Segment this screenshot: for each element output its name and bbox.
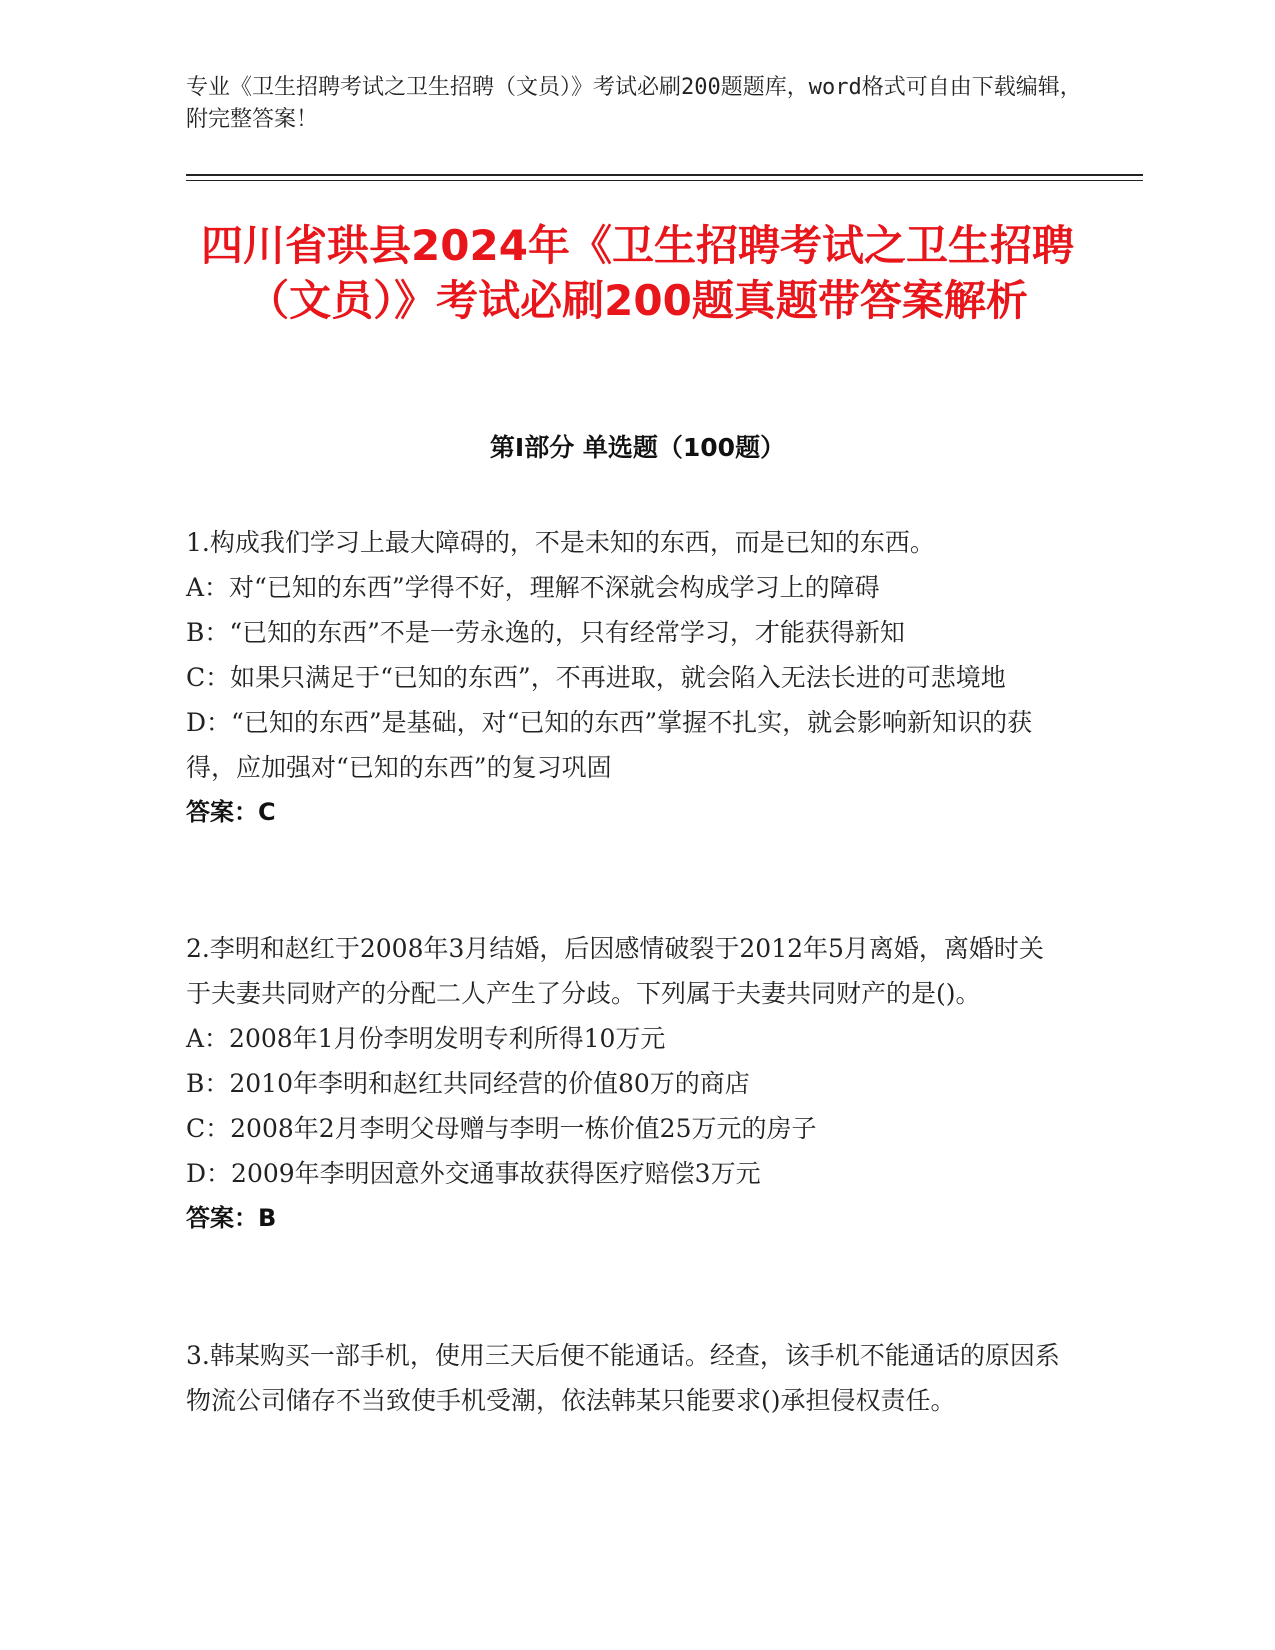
question-2 [186,926,1066,1241]
answer-line [186,1196,1066,1241]
question-stem: 2.李明和赵红于2008年3月结婚，后因感情破裂于2012年5月离婚，离婚时关于夫妻共同财产的分配二人产生了分歧。下列属于夫妻共同财产的是()。 [186,934,1044,1008]
option-a: A：2008年1月份李明发明专利所得10万元 [186,1024,666,1053]
question-3 [186,1333,1066,1423]
option-c: C：如果只满足于“已知的东西”，不再进取，就会陷入无法长进的可悲境地 [186,663,1006,692]
answer-label: 答案： [186,798,258,826]
answer-line [186,790,1066,835]
question-1 [186,520,1066,835]
option-d: D：2009年李明因意外交通事故获得医疗赔偿3万元 [186,1159,761,1188]
option-b: B：2010年李明和赵红共同经营的价值80万的商店 [186,1069,750,1098]
header-divider-thin [186,180,1143,181]
answer-label: 答案： [186,1204,258,1232]
answer-value: C [258,798,276,826]
option-b: B：“已知的东西”不是一劳永逸的，只有经常学习，才能获得新知 [186,618,905,647]
header-note: 专业《卫生招聘考试之卫生招聘（文员）》考试必刷200题题库，word格式可自由下载编辑，附完整答案！ [186,75,1082,132]
option-c: C：2008年2月李明父母赠与李明一栋价值25万元的房子 [186,1114,817,1143]
header-divider-thick [186,174,1143,176]
option-d: D：“已知的东西”是基础，对“已知的东西”掌握不扎实，就会影响新知识的获得，应加强对“已知的东西”的复习巩固 [186,708,1033,782]
question-stem: 1.构成我们学习上最大障碍的，不是未知的东西，而是已知的东西。 [186,528,935,557]
section-heading: 第I部分 单选题（100题） [489,433,786,462]
option-a: A：对“已知的东西”学得不好，理解不深就会构成学习上的障碍 [186,573,880,602]
question-stem: 3.韩某购买一部手机，使用三天后便不能通话。经查，该手机不能通话的原因系物流公司储存不当致使手机受潮，依法韩某只能要求()承担侵权责任。 [186,1341,1060,1415]
answer-value: B [258,1204,277,1232]
document-title: 四川省珙县2024年《卫生招聘考试之卫生招聘（文员）》考试必刷200题真题带答案解析 [201,221,1074,325]
